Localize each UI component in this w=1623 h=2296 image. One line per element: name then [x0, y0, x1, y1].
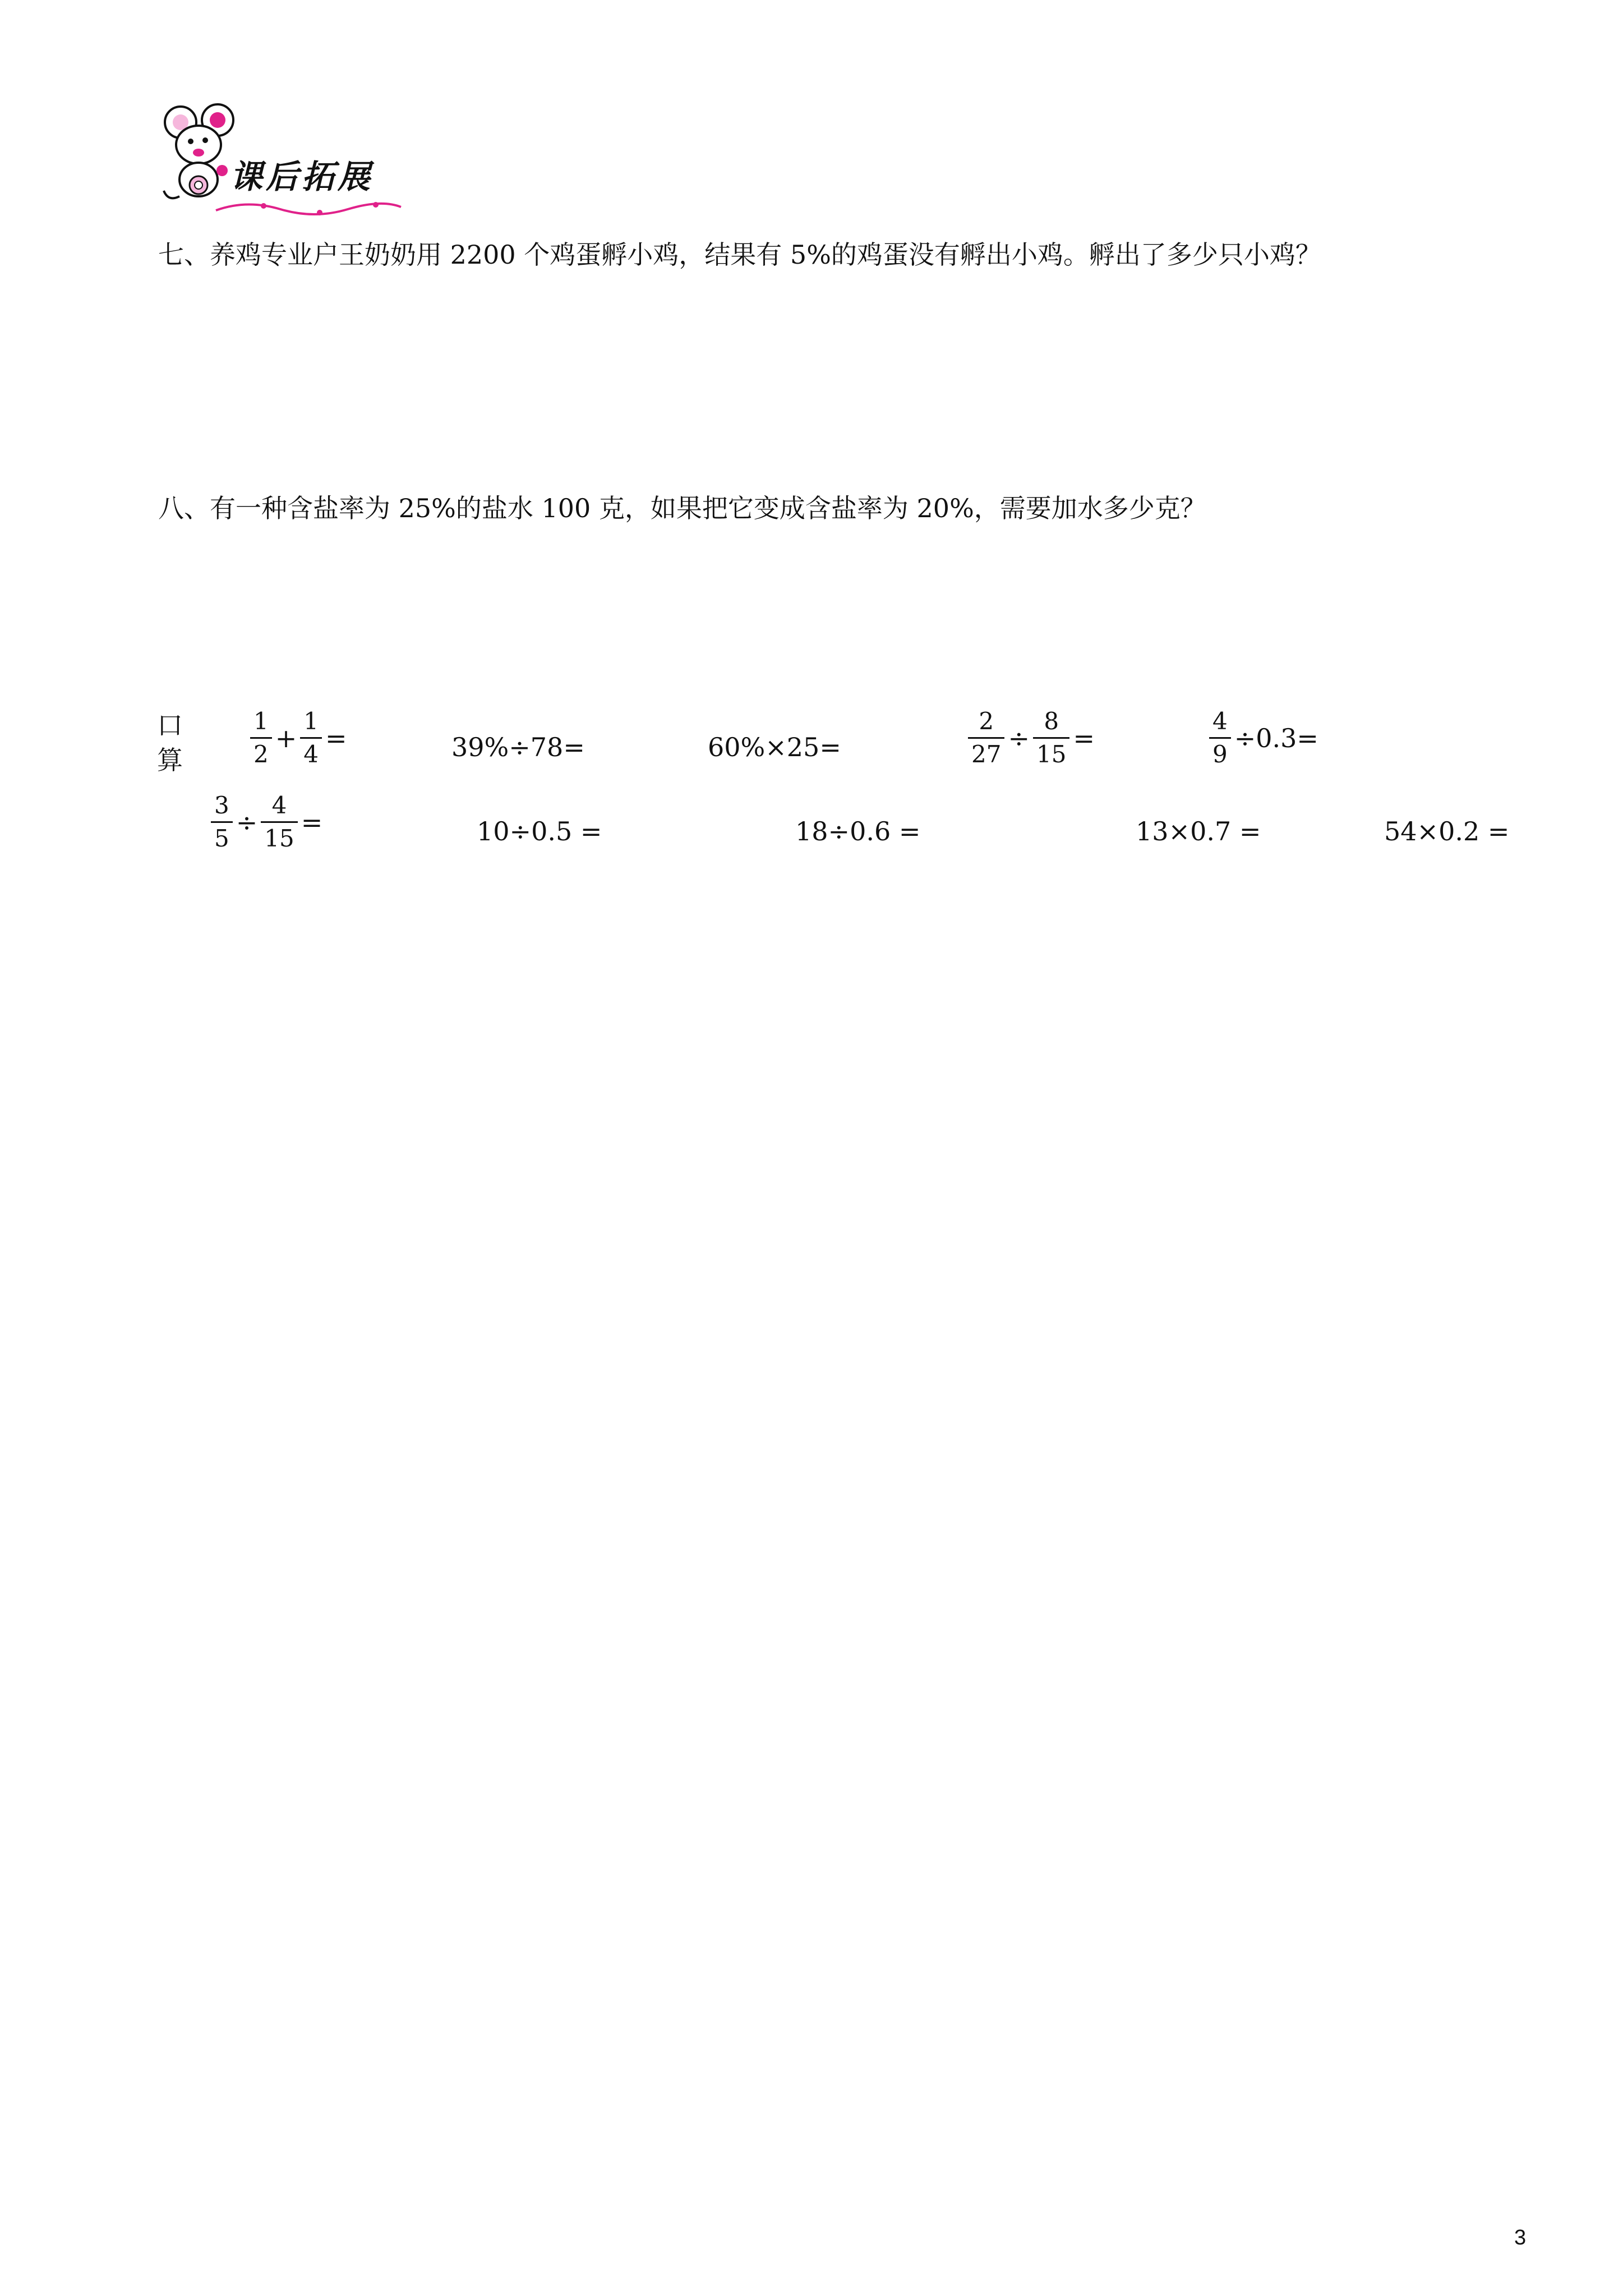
- calc-r1-4: $\frac{2}{27}$ ÷ $\frac{8}{15}$ =: [965, 708, 1095, 769]
- calc-r2-4: 13×0.7 =: [1136, 816, 1261, 846]
- calc-r1-1: $\frac{1}{2}$ + $\frac{1}{4}$ =: [247, 708, 347, 769]
- oral-calc-label-top: 口: [157, 710, 183, 740]
- question-7: 七、养鸡专业户王奶奶用 2200 个鸡蛋孵小鸡，结果有 5%的鸡蛋没有孵出小鸡。孵出了多少只小鸡？: [158, 240, 1321, 270]
- fraction: $\frac{2}{27}$: [968, 708, 1004, 769]
- fraction: $\frac{3}{5}$: [211, 792, 233, 853]
- section-logo: [151, 101, 421, 230]
- fraction: $\frac{4}{15}$: [261, 792, 297, 853]
- calc-r2-1: $\frac{3}{5}$ ÷ $\frac{4}{15}$ =: [208, 792, 322, 853]
- decorative-swirl-underline: [213, 194, 404, 227]
- fraction: $\frac{8}{15}$: [1033, 708, 1069, 769]
- calc-r1-5: $\frac{4}{9}$ ÷0.3=: [1206, 708, 1318, 769]
- calc-r1-2: 39%÷78=: [451, 732, 585, 762]
- logo-title: 课后拓展: [230, 158, 374, 196]
- question-8: 八、有一种含盐率为 25%的盐水 100 克，如果把它变成含盐率为 20%，需要加水多少克？: [158, 493, 1206, 523]
- fraction: $\frac{4}{9}$: [1209, 708, 1231, 769]
- calc-r2-5: 54×0.2 =: [1384, 816, 1510, 846]
- calc-r1-3: 60%×25=: [708, 732, 841, 762]
- oral-calc-label: [157, 708, 183, 777]
- calc-r2-3: 18÷0.6 =: [795, 816, 921, 846]
- oral-calc-label-bottom: 算: [157, 745, 183, 775]
- calc-r2-2: 10÷0.5 =: [477, 816, 602, 846]
- fraction: $\frac{1}{4}$: [300, 708, 322, 769]
- page-number: 3: [1514, 2226, 1527, 2249]
- fraction: $\frac{1}{2}$: [250, 708, 272, 769]
